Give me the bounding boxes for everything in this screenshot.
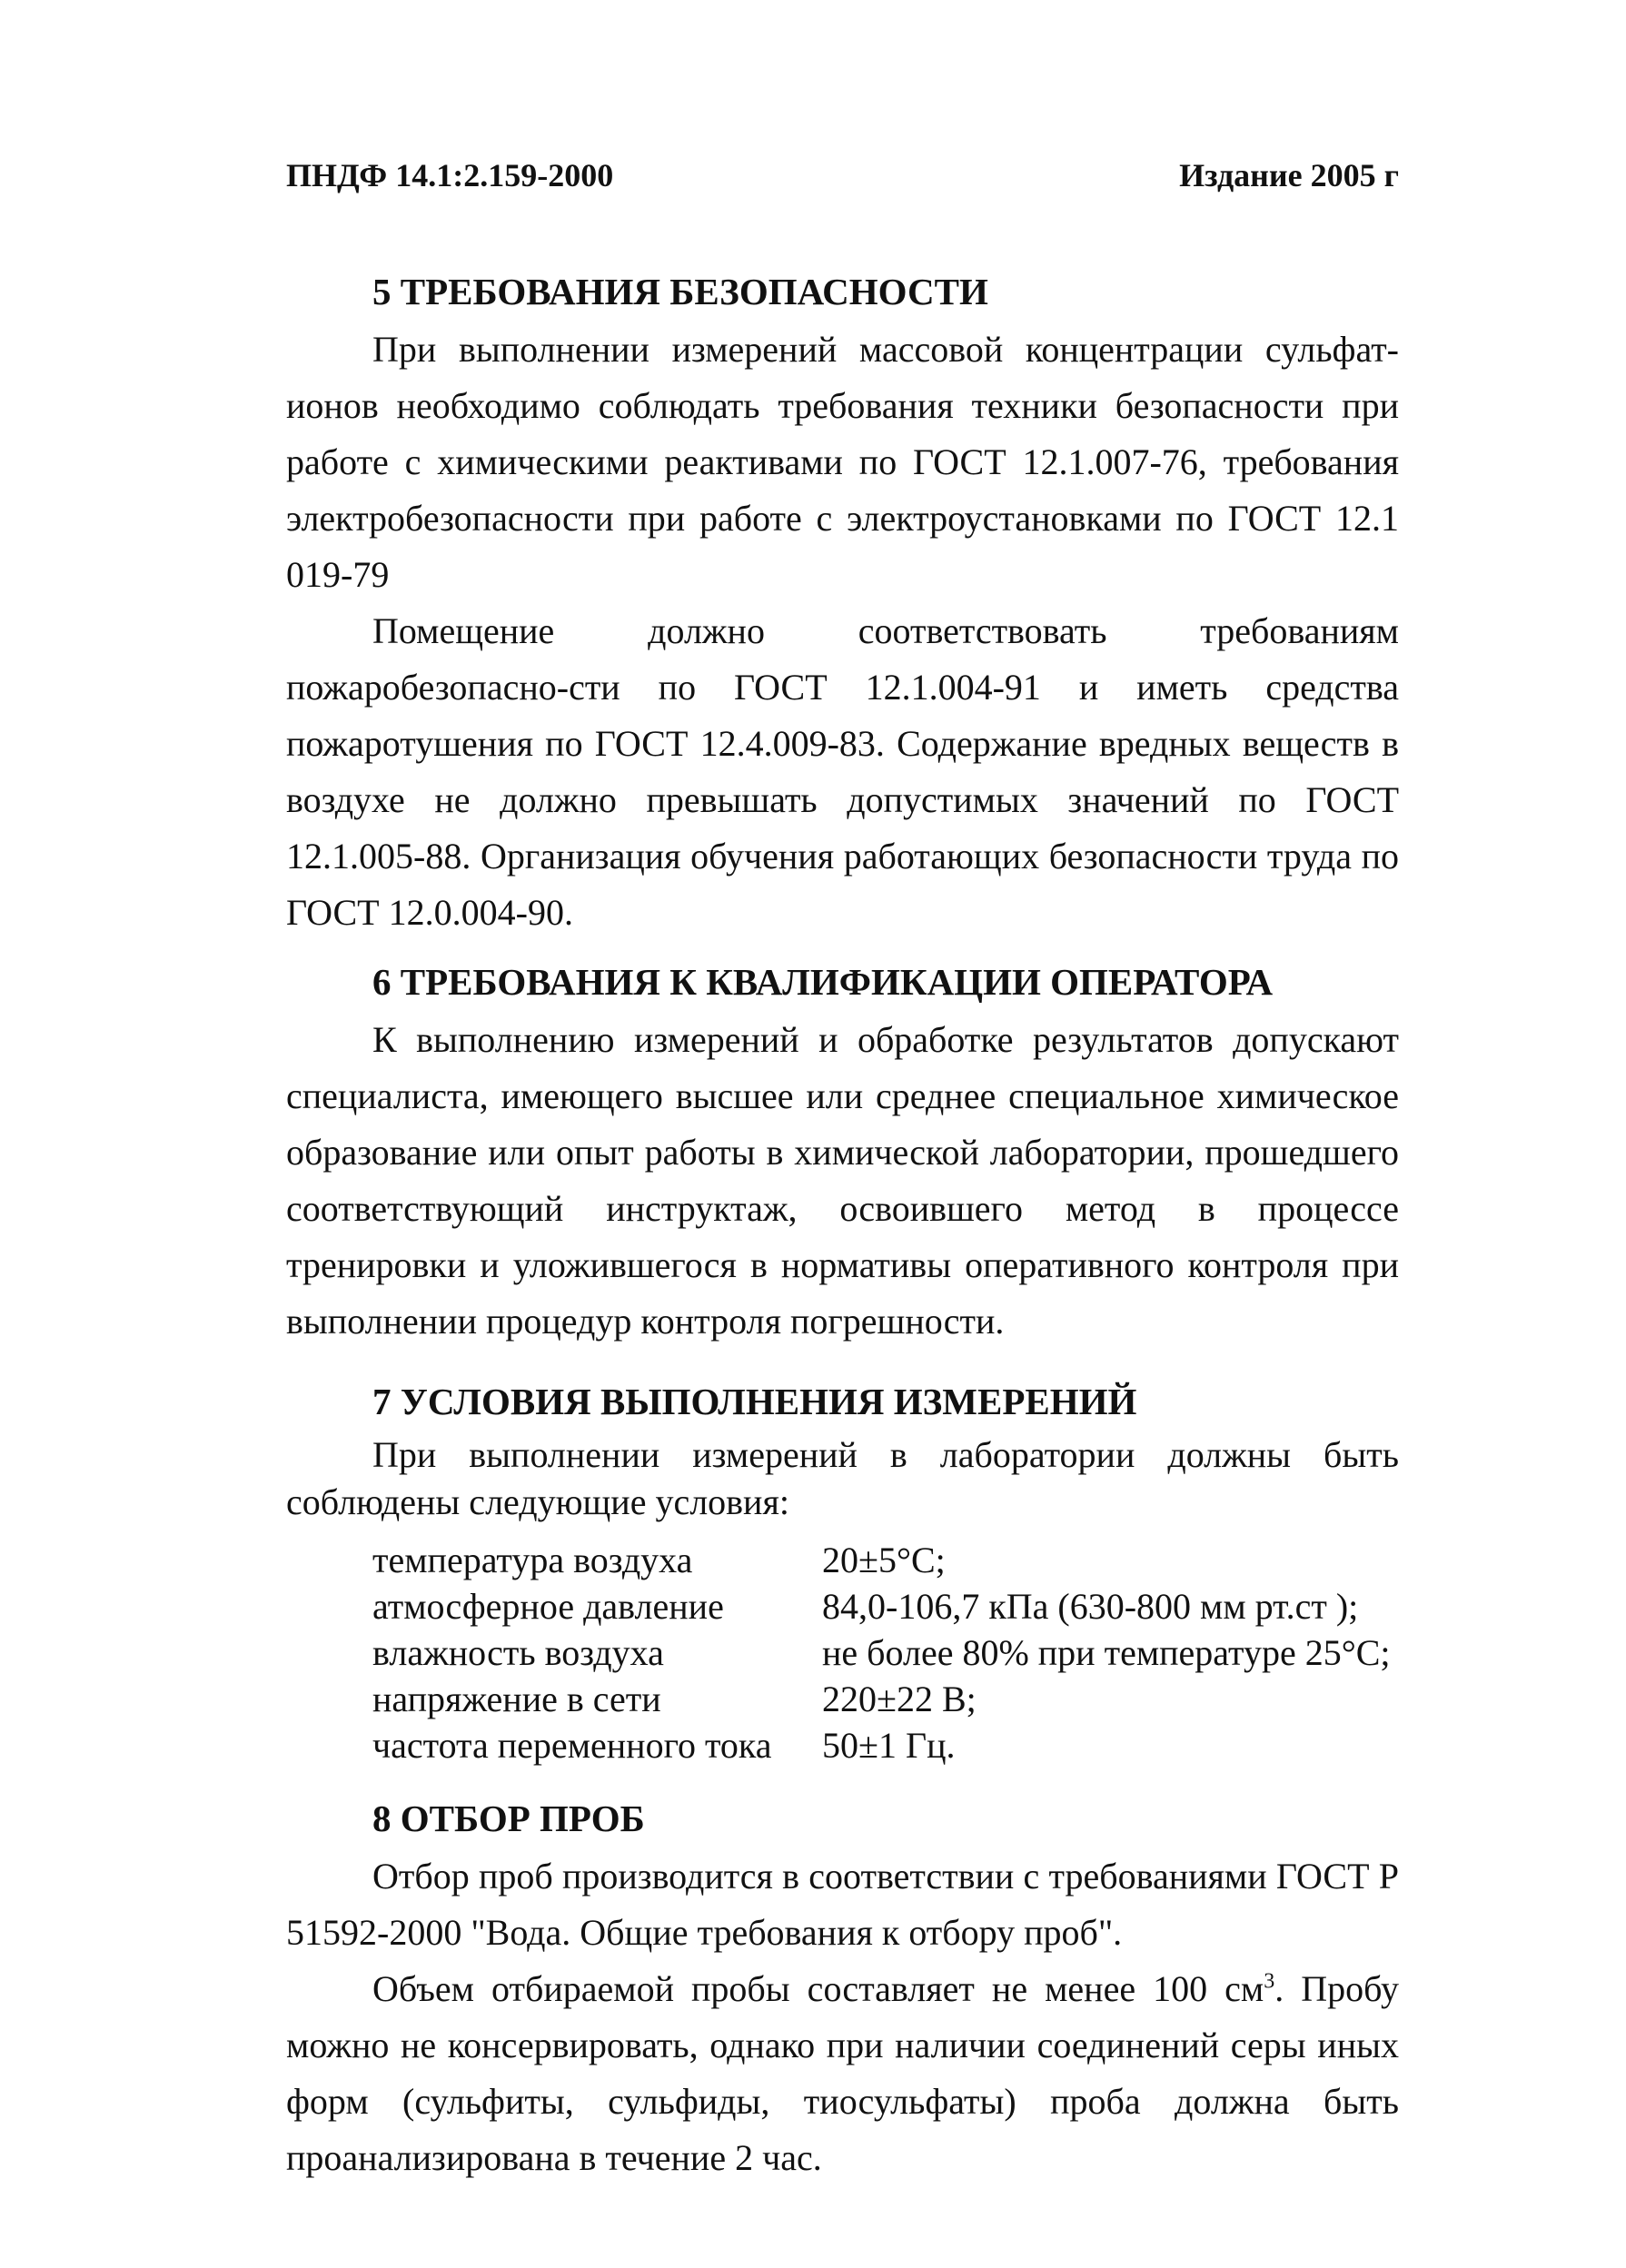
condition-name: влажность воздуха [372,1632,664,1673]
conditions-table [372,1537,1391,1768]
edition-label: Издание 2005 г [1179,157,1399,193]
condition-name: температура воздуха [372,1540,693,1580]
condition-value: 50±1 Гц. [822,1725,956,1766]
page-header [286,156,1399,211]
condition-name: напряжение в сети [372,1679,661,1719]
condition-row [372,1629,1391,1676]
section-8-paragraph-2-start: Объем отбираемой пробы составляет не менее 100 см [372,1968,1264,2009]
section-8-paragraph-2-end: . Пробу можно не консервировать, однако при наличии соединений серы иных форм (сульфиты, сульфиды, тиосульфаты) проба должна быть проанализирована в течение 2 час. [286,1968,1400,2178]
section-7-title: 7 УСЛОВИЯ ВЫПОЛНЕНИЯ ИЗМЕРЕНИЙ [372,1381,1137,1422]
condition-value: 220±22 В; [822,1679,977,1719]
section-8-paragraph-2 [286,1961,1399,2186]
section-6-paragraph-1: К выполнению измерений и обработке результатов допускают специалиста, имеющего высшее или среднее специальное химическое образование или опыт работы в химической лаборатории, прошедшего соответствующий инструктаж, освоившего метод в процессе тренировки и уложившегося в нормативы оперативного контроля при выполнении процедур контроля погрешности. [286,1019,1399,1342]
condition-row [372,1676,1391,1722]
condition-value: 20±5°С; [822,1540,946,1580]
section-5-title: 5 ТРЕБОВАНИЯ БЕЗОПАСНОСТИ [372,271,988,312]
condition-row [372,1722,1391,1768]
section-5-paragraph-2: Помещение должно соответствовать требованиям пожаробезопасно-сти по ГОСТ 12.1.004-91 и иметь средства пожаротушения по ГОСТ 12.4.009-83. Содержание вредных веществ в воздухе не должно превышать допустимых значений по ГОСТ 12.1.005-88. Организация обучения работающих безопасности труда по ГОСТ 12.0.004-90. [286,610,1399,933]
cubic-superscript: 3 [1264,1969,1275,1994]
condition-row [372,1537,1391,1583]
section-8-title: 8 ОТБОР ПРОБ [372,1798,645,1839]
section-8-paragraph-1: Отбор проб производится в соответствии с требованиями ГОСТ Р 51592-2000 "Вода. Общие требования к отбору проб". [286,1856,1399,1953]
condition-name: частота переменного тока [372,1725,772,1766]
document-code: ПНДФ 14.1:2.159-2000 [286,157,614,193]
section-5 [286,262,1399,941]
section-5-paragraph-1: При выполнении измерений массовой концентрации сульфат-ионов необходимо соблюдать требования техники безопасности при работе с химическими реактивами по ГОСТ 12.1.007-76, требования электробезопасности при работе с электроустановками по ГОСТ 12.1 019-79 [286,329,1399,595]
section-7 [286,1372,1399,1768]
condition-value: 84,0-106,7 кПа (630-800 мм рт.ст ); [822,1586,1359,1627]
page-content [286,262,1399,2186]
condition-name: атмосферное давление [372,1586,724,1627]
condition-value: не более 80% при температуре 25°С; [822,1632,1391,1673]
section-6 [286,952,1399,1350]
section-7-paragraph-1: При выполнении измерений в лаборатории должны быть соблюдены следующие условия: [286,1434,1399,1522]
condition-row [372,1583,1391,1629]
section-6-title: 6 ТРЕБОВАНИЯ К КВАЛИФИКАЦИИ ОПЕРАТОРА [372,961,1274,1003]
section-8 [286,1788,1399,2186]
